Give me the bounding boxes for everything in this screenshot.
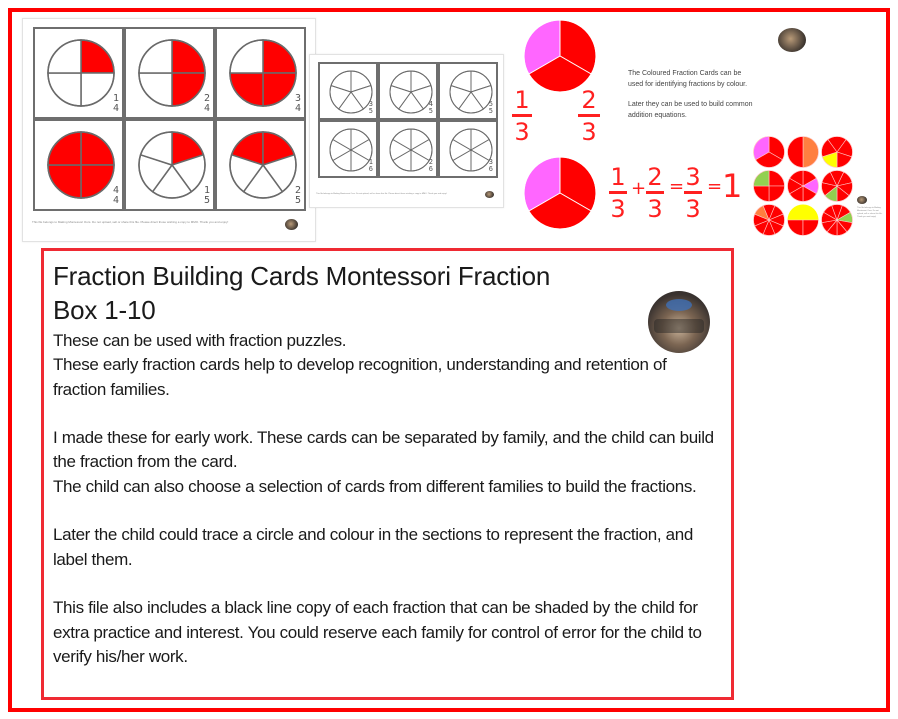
pie-thirds-top [522,18,598,94]
description-paragraph: I made these for early work. These cards can be separated by family, and the child can build the fraction from the card. [53,428,714,472]
fraction-card [33,27,124,119]
card-fraction-label: 1 6 [368,158,373,173]
description-paragraph: Later the child could trace a circle and colour in the sections to represent the fraction, and label them. [53,525,693,569]
fraction-card [378,120,438,178]
fraction-card [438,62,498,120]
product-description-text [53,329,723,669]
card-fraction-label: 5 5 [488,100,493,115]
fraction-card [318,62,378,120]
coloured-cards-description: The Coloured Fraction Cards can be used for identifying fractions by colour. Later they can be used to build common addition equations. [628,70,753,119]
equation-equals-1: = [669,176,685,197]
coloured-fraction-circle [754,171,785,202]
description-paragraph: This file also includes a black line copy of each fraction that can be shaded by the child for extra practice and interest. You could reserve each family for control of error for the child to verify his/her work. [53,598,702,666]
coloured-fraction-circle [788,205,819,236]
fraction-card [124,27,215,119]
coloured-fraction-circle [788,171,819,202]
fraction-card [318,120,378,178]
coloured-fraction-circle [822,171,853,202]
circle-grid-footer-text: This file belongs to Making Montessori Ours. Do not upload, sell or share this file. Thank you and enjoy! [857,207,883,218]
card-fraction-label: 2 6 [428,158,433,173]
mmo-logo-small [485,191,494,198]
fraction-card [215,27,306,119]
card-fraction-label: 1 4 [112,93,119,114]
coloured-fraction-circle-grid [748,132,856,240]
fraction-card [378,62,438,120]
description-paragraph: These can be used with fraction puzzles. [53,331,347,350]
card-fraction-label: 2 5 [294,185,301,206]
description-paragraph: The child can also choose a selection of cards from different families to build the fractions. [53,476,697,496]
equation-plus: + [631,178,647,199]
paragraph-spacer [53,402,723,426]
description-paragraph: These early fraction cards help to develop recognition, understanding and retention of fraction families. [53,355,667,399]
mmo-logo-small [285,219,298,230]
card-fraction-label: 4 4 [112,185,119,206]
mmo-logo-tiny [857,196,867,204]
coloured-fraction-circle [754,137,785,168]
card-fraction-label: 2 4 [203,93,210,114]
mmo-logo [778,28,806,52]
fraction-card [438,120,498,178]
fraction-card [124,119,215,211]
paragraph-spacer [53,572,723,596]
card-fraction-label: 3 5 [368,100,373,115]
coloured-fraction-circle [822,205,853,236]
equation-result: 1 [722,167,743,205]
paragraph-spacer [53,499,723,523]
fraction-two-thirds-label: $\frac{2}{3}$ [578,88,600,144]
card-fraction-label: 3 6 [488,158,493,173]
equation-fraction-b: $\frac{2}{3}$ [647,163,663,223]
fraction-card [215,119,306,211]
sheet-footer-text: This file belongs to Making Montessori Ours. Do not upload, sell or share this file. Please direct those wishing a copy to MMO. Thank you and enjoy! [32,220,229,224]
black-line-card-sheet [309,54,504,208]
equation-fraction-a: $\frac{1}{3}$ [610,163,626,223]
fraction-card [33,119,124,211]
card-fraction-label: 4 5 [428,100,433,115]
coloured-fraction-circle [822,137,853,168]
fraction-one-third-label: $\frac{1}{3}$ [512,88,532,144]
sheet-footer-text: This file belongs to Making Montessori Ours. Do not upload, sell or share this file. Please direct those wishing a copy to MMO. Thank you and enjoy! [316,193,447,195]
product-description-box [41,248,734,700]
equation-fraction-c: $\frac{3}{3}$ [685,163,701,223]
fraction-card-sheet-quarters [22,18,316,242]
product-title: Fraction Building Cards Montessori Fraction Box 1-10 [53,261,551,325]
card-fraction-label: 1 5 [203,185,210,206]
equation-equals-2: = [707,176,723,197]
coloured-fraction-circle [754,205,785,236]
card-fraction-label: 3 4 [294,93,301,114]
coloured-fraction-circle [788,137,819,168]
pie-thirds-equation [522,155,598,231]
